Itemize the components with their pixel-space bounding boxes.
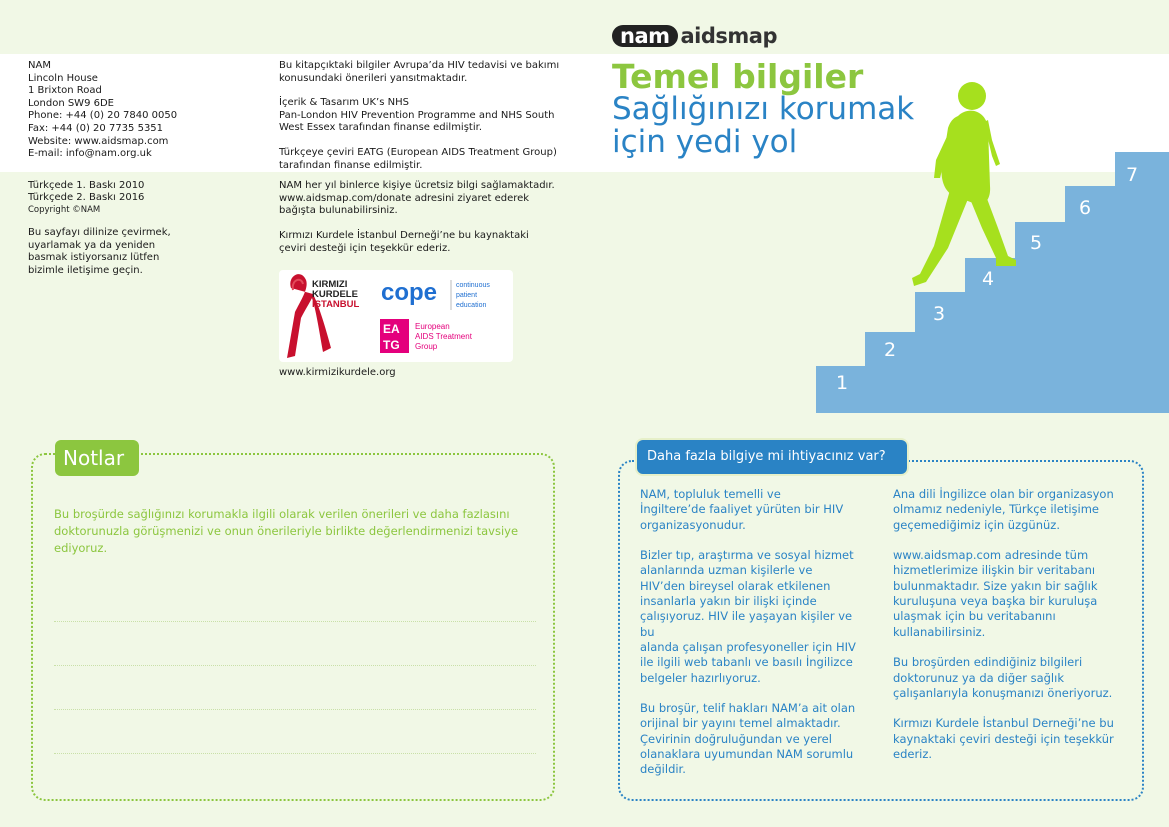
step-number-7: 7 xyxy=(1126,164,1139,186)
eatg-sub-1: European xyxy=(415,322,450,331)
cope-logo: cope xyxy=(381,279,438,306)
nam-logo: nam xyxy=(612,25,678,47)
eatg-sub-2: AIDS Treatment xyxy=(415,332,472,341)
info-right-p3: Bu broşürden edindiğiniz bilgileri doktorunuz ya da diğer sağlık çalışanlarıyla konuşmanızı öneriyoruz. xyxy=(893,655,1113,700)
partner-logos-graphic xyxy=(279,270,513,362)
info-tab: Daha fazla bilgiye mi ihtiyacınız var? xyxy=(637,440,907,474)
notes-tab: Notlar xyxy=(55,440,139,476)
kirmizikurdele-url: www.kirmizikurdele.org xyxy=(279,367,396,378)
step-number-2: 2 xyxy=(884,339,897,361)
eatg-bottom: TG xyxy=(383,338,400,352)
credits-p4: NAM her yıl binlerce kişiye ücretsiz bilgi sağlamaktadır. www.aidsmap.com/donate adresini ziyaret ederek bağışta bulunabilirsiniz. xyxy=(279,180,555,217)
credits-p5: Kırmızı Kurdele İstanbul Derneği’ne bu kaynaktaki çeviri desteği için teşekkür ederiz. xyxy=(279,230,529,254)
notes-line xyxy=(54,621,536,622)
kk-line1: KIRMIZI xyxy=(312,279,348,290)
stairs-illustration xyxy=(800,70,1169,415)
aidsmap-logo: aidsmap xyxy=(680,24,778,48)
title-sub: Sağlığınızı korumak için yedi yol xyxy=(612,91,915,160)
info-right-p2: www.aidsmap.com adresinde tüm hizmetlerimize ilişkin bir veritabanı bulunmaktadır. Size yakın bir sağlık kuruluşuna veya başka bir kuruluşa ulaşmak için bu veritabanını kullanabilirsiniz. xyxy=(893,548,1098,639)
cope-sub-2: patient xyxy=(456,292,478,299)
notes-line xyxy=(54,665,536,666)
info-right-p1: Ana dili İngilizce olan bir organizasyon olmamız nedeniyle, Türkçe iletişime geçemediğimiz için üzgünüz. xyxy=(893,487,1114,532)
partner-logos xyxy=(279,270,513,362)
walking-person-icon xyxy=(912,82,1016,286)
eatg-sub-3: Group xyxy=(415,342,438,351)
notes-text: Bu broşürde sağlığınızı korumakla ilgili olarak verilen önerileri ve daha fazlasını doktorunuzla görüşmenizi ve onun önerileriyle birlikte değerlendirmenizi tavsiye ediyoruz. xyxy=(54,507,519,555)
credits-p3: Türkçeye çeviri EATG (European AIDS Treatment Group) tarafından finanse edilmiştir. xyxy=(279,147,557,171)
edition-1: Türkçede 1. Baskı 2010 xyxy=(28,180,145,191)
notes-line xyxy=(54,709,536,710)
kk-line2: KURDELE xyxy=(312,289,358,300)
nam-aidsmap-logo xyxy=(612,24,777,48)
cope-sub-3: education xyxy=(456,302,487,309)
title-main: Temel bilgiler xyxy=(612,57,864,96)
info-left-p3: Bu broşür, telif hakları NAM’a ait olan orijinal bir yayını temel almaktadır. Çevirinin doğruluğundan ve yerel olanaklara uyumundan NAM sorumlu değildir. xyxy=(640,701,856,777)
info-right-p4: Kırmızı Kurdele İstanbul Derneği’ne bu kaynaktaki çeviri desteği için teşekkür ederiz. xyxy=(893,716,1114,762)
step-number-5: 5 xyxy=(1030,232,1043,254)
step-number-1: 1 xyxy=(836,372,849,394)
info-left-column xyxy=(640,487,870,793)
cope-sub-1: continuous xyxy=(456,282,490,289)
step-number-4: 4 xyxy=(982,268,995,290)
translate-note: Bu sayfayı dilinize çevirmek, uyarlamak ya da yeniden basmak istiyorsanız lütfen bizimle iletişime geçin. xyxy=(28,227,171,276)
step-number-6: 6 xyxy=(1079,197,1092,219)
edition-2: Türkçede 2. Baskı 2016 xyxy=(28,192,145,203)
step-number-3: 3 xyxy=(933,303,946,325)
info-left-p1: NAM, topluluk temelli ve İngiltere’de faaliyet yürüten bir HIV organizasyonudur. xyxy=(640,487,844,532)
contact-address: NAM Lincoln House 1 Brixton Road London SW9 6DE Phone: +44 (0) 20 7840 0050 Fax: +44 (0) 20 7735 5351 Website: www.aidsmap.com E-mail: info@nam.org.uk xyxy=(28,60,178,160)
info-right-column xyxy=(893,487,1123,778)
credits-p1: Bu kitapçıktaki bilgiler Avrupa’da HIV tedavisi ve bakımı konusundaki önerileri yansıtmaktadır. xyxy=(279,60,560,84)
notes-line xyxy=(54,753,536,754)
credits-p2: İçerik & Tasarım UK’s NHS Pan-London HIV Prevention Programme and NHS South West Essex tarafından finanse edilmiştir. xyxy=(279,97,555,134)
kk-line3: İSTANBUL xyxy=(312,299,360,310)
eatg-top: EA xyxy=(383,322,400,336)
info-left-p2: Bizler tıp, araştırma ve sosyal hizmet alanlarında uzman kişilerle ve HIV’den bireysel olarak etkilenen insanlarla yakın bir ilişki içinde çalışıyoruz. HIV ile yaşayan kişiler ve bu alanda çalışan profesyoneller için HIV ile ilgili web tabanlı ve basılı İngilizce belgeler hazırlıyoruz. xyxy=(640,548,856,685)
copyright: Copyright ©NAM xyxy=(28,205,101,215)
